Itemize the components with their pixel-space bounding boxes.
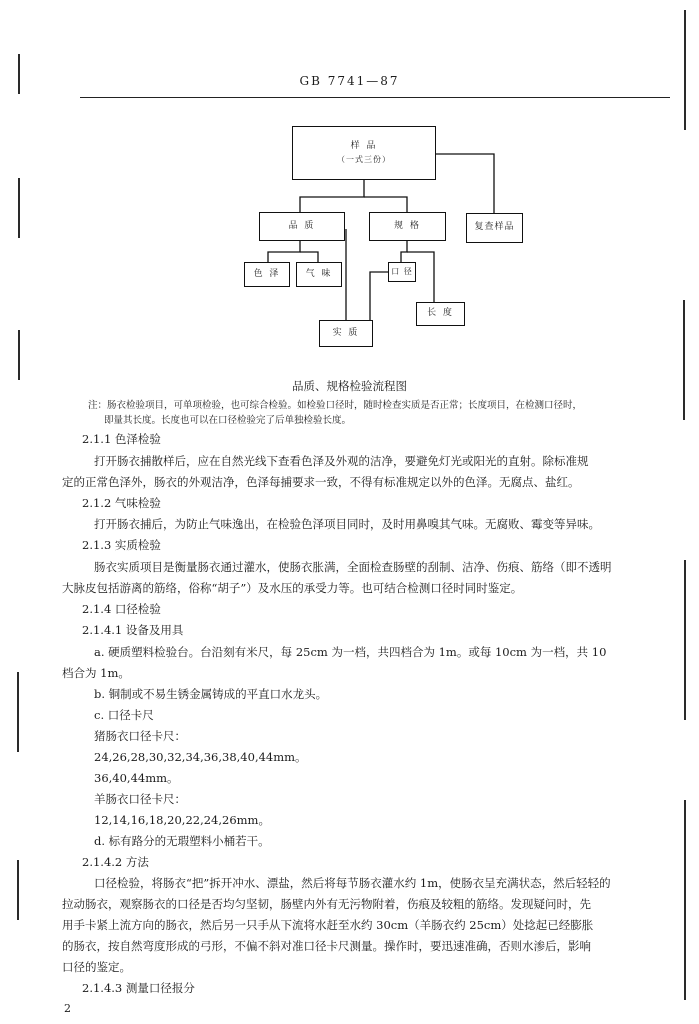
flow-node-sample: [292, 126, 436, 180]
flow-node-smell: [296, 262, 342, 287]
paragraph-line: 用手卡紧上流方向的肠衣，然后另一只手从下流将水赶至水约 30cm（羊肠衣约 25cm）处捻起已经膨胀: [62, 918, 594, 932]
figure-caption: 品质、规格检验流程图: [292, 379, 407, 393]
list-item-line: b. 铜制或不易生锈金属铸成的平直口水龙头。: [94, 687, 328, 701]
figure-note-line: 即量其长度。长度也可以在口径检验完了后单独检验长度。: [104, 415, 352, 426]
flow-node-substance-label: 实 质: [332, 327, 360, 338]
flow-node-spec-label: 规 格: [394, 220, 421, 231]
section-heading: 2.1.1 色泽检验: [82, 432, 161, 446]
list-item-line: c. 口径卡尺: [94, 708, 154, 722]
flow-node-caliber: [388, 262, 416, 282]
page-number: 2: [64, 1002, 71, 1015]
spec-values: 12,14,16,18,20,22,24,26mm。: [94, 813, 270, 827]
flow-node-caliber-label: 口 径: [391, 267, 413, 276]
flow-node-smell-label: 气 味: [305, 268, 333, 279]
subsection-heading: 2.1.4.3 测量口径报分: [82, 981, 195, 995]
scan-margin-line-left: [17, 860, 19, 920]
flow-node-length: [416, 302, 465, 326]
scan-margin-line-right: [684, 800, 686, 1000]
flow-node-recheck: [466, 213, 523, 243]
paragraph-line: 大脉皮包括游离的筋络，俗称“胡子”）及水压的承受力等。也可结合检测口径时同时鉴定。: [62, 581, 523, 595]
paragraph-line: 定的正常色泽外，肠衣的外观洁净，色泽每捕要求一致，不得有标准规定以外的色泽。无腐点、盐红。: [62, 475, 580, 489]
list-item-line: 档合为 1m。: [62, 666, 130, 680]
flow-node-quality-label: 品 质: [288, 220, 316, 231]
paragraph-line: 拉动肠衣，观察肠衣的口径是否均匀坚韧，肠壁内外有无污物附着，伤痕及较粗的筋络。发现疑问时，先: [62, 897, 591, 911]
subsection-heading: 2.1.4.1 设备及用具: [82, 623, 184, 637]
flow-node-sample-label: 样 品: [350, 141, 378, 152]
spec-values: 36,40,44mm。: [94, 771, 179, 785]
paragraph-line: 打开肠衣捕散样后，应在自然光线下查看色泽及外观的洁净，要避免灯光或阳光的直射。除标准规: [94, 454, 589, 468]
paragraph-line: 的肠衣，按自然弯度形成的弓形，不偏不斜对准口径卡尺测量。操作时，要迅速准确，否则水渗后，影响: [62, 939, 591, 953]
flow-node-spec: [369, 212, 446, 241]
flowchart-connectors: [0, 0, 699, 360]
paragraph-line: 口径的鉴定。: [62, 960, 131, 974]
section-heading: 2.1.3 实质检验: [82, 538, 161, 552]
flow-node-color: [244, 262, 290, 287]
figure-note-line: 注：肠衣检验项目，可单项检验，也可综合检验。如检验口径时，随时检查实质是否正常；长度项目，在检测口径时，: [88, 400, 583, 411]
flow-node-color-label: 色 泽: [253, 268, 281, 279]
section-heading: 2.1.4 口径检验: [82, 602, 161, 616]
scan-margin-line-left: [17, 672, 19, 752]
standard-number: GB 7741—87: [299, 74, 400, 88]
flow-node-substance: [319, 320, 373, 347]
spec-label: 猪肠衣口径卡尺：: [94, 729, 186, 743]
spec-values: 24,26,28,30,32,34,36,38,40,44mm。: [94, 750, 307, 764]
scan-margin-line-right: [684, 560, 686, 720]
flow-node-quality: [259, 212, 345, 241]
section-heading: 2.1.2 气味检验: [82, 496, 161, 510]
paragraph-line: 打开肠衣捕后，为防止气味逸出，在检验色泽项目同时，及时用鼻嗅其气味。无腐败、霉变等异味。: [94, 517, 600, 531]
flow-node-length-label: 长 度: [427, 308, 454, 319]
flow-node-sample-sublabel: （一式三份）: [337, 154, 391, 164]
list-item-line: a. 硬质塑料检验台。台沿刻有米尺，每 25cm 为一档，共四档合为 1m。或每 10cm 为一档，共 10: [94, 645, 607, 659]
list-item-line: d. 标有路分的无瑕塑料小桶若干。: [94, 834, 270, 848]
paragraph-line: 肠衣实质项目是衡量肠衣通过灌水，使肠衣胀满，全面检查肠壁的刮制、洁净、伤痕、筋络（即不透明: [94, 560, 612, 574]
flow-node-recheck-label: 复查样品: [474, 222, 515, 233]
spec-label: 羊肠衣口径卡尺：: [94, 792, 186, 806]
paragraph-line: 口径检验，将肠衣“把”拆开冲水、漂盐，然后将每节肠衣灌水约 1m，使肠衣呈充满状态，然后轻轻的: [94, 876, 611, 890]
subsection-heading: 2.1.4.2 方法: [82, 855, 149, 869]
